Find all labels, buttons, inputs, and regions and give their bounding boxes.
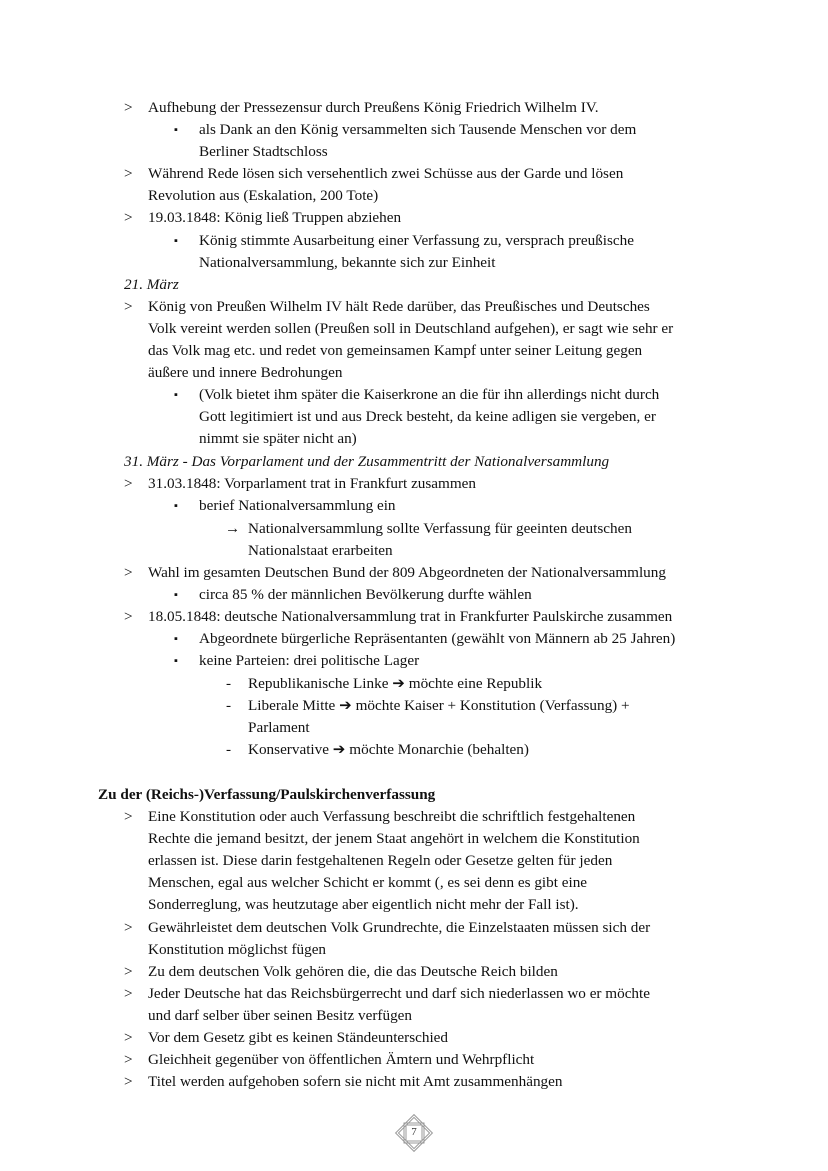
subheading-21-maerz: 21. März [124, 276, 179, 293]
text-line: Jeder Deutsche hat das Reichsbürgerrecht und darf sich niederlassen wo er möchte [148, 985, 650, 1002]
square-bullet-marker: ▪ [174, 633, 178, 645]
text-line: König stimmte Ausarbeitung einer Verfassung zu, versprach preußische [199, 232, 634, 249]
text-line: Aufhebung der Pressezensur durch Preußens König Friedrich Wilhelm IV. [148, 99, 599, 116]
text-line: als Dank an den König versammelten sich Tausende Menschen vor dem [199, 121, 637, 138]
bullet-marker: > [124, 1073, 133, 1090]
bullet-marker: > [124, 919, 133, 936]
text-line: keine Parteien: drei politische Lager [199, 652, 420, 669]
bullet-marker: > [124, 209, 133, 226]
dash-marker: - [226, 697, 232, 714]
text-line: 31.03.1848: Vorparlament trat in Frankfurt zusammen [148, 475, 477, 492]
section-heading: Zu der (Reichs-)Verfassung/Paulskirchenverfassung [98, 786, 436, 803]
square-bullet-marker: ▪ [174, 235, 178, 247]
bullet-marker: > [124, 608, 133, 625]
text-line: Abgeordnete bürgerliche Repräsentanten (gewählt von Männern ab 25 Jahren) [199, 630, 676, 647]
bullet-marker: > [124, 808, 133, 825]
text-line: Konservative ➔ möchte Monarchie (behalten) [248, 741, 529, 758]
text-line: Eine Konstitution oder auch Verfassung beschreibt die schriftlich festgehaltenen [148, 808, 636, 825]
text-line: nimmt sie später nicht an) [199, 430, 357, 447]
square-bullet-marker: ▪ [174, 124, 178, 136]
bullet-marker: > [124, 298, 133, 315]
text-line: Volk vereint werden sollen (Preußen soll in Deutschland aufgehen), er sagt wie sehr er [148, 320, 674, 337]
bullet-marker: > [124, 165, 133, 182]
text-line: König von Preußen Wilhelm IV hält Rede darüber, das Preußisches und Deutsches [148, 298, 650, 315]
text-line: circa 85 % der männlichen Bevölkerung durfte wählen [199, 586, 532, 603]
text-line: Wahl im gesamten Deutschen Bund der 809 Abgeordneten der Nationalversammlung [148, 564, 666, 581]
text-line: Sonderreglung, was heutzutage aber eigentlich nicht mehr der Fall ist). [148, 896, 579, 913]
square-bullet-marker: ▪ [174, 500, 178, 512]
text-line: erlassen ist. Diese darin festgehaltenen Regeln oder Gesetze gelten für jeden [148, 852, 613, 869]
text-line: Konstitution möglichst fügen [148, 941, 327, 958]
bullet-marker: > [124, 475, 133, 492]
bullet-marker: > [124, 1029, 133, 1046]
text-line: Menschen, egal aus welcher Schicht er kommt (, es sei denn es gibt eine [148, 874, 588, 891]
text-line: Nationalstaat erarbeiten [248, 542, 393, 559]
text-line: (Volk bietet ihm später die Kaiserkrone an die für ihn allerdings nicht durch [199, 386, 660, 403]
text-line: Rechte die jemand besitzt, der jenem Staat angehört in welchem die Konstitution [148, 830, 640, 847]
bullet-marker: > [124, 99, 133, 116]
text-line: Nationalversammlung, bekannte sich zur Einheit [199, 254, 496, 271]
text-line: Nationalversammlung sollte Verfassung für geeinten deutschen [248, 520, 632, 537]
text-line: Parlament [248, 719, 310, 736]
square-bullet-marker: ▪ [174, 389, 178, 401]
arrow-marker: → [225, 520, 241, 537]
text-line: Gewährleistet dem deutschen Volk Grundrechte, die Einzelstaaten müssen sich der [148, 919, 651, 936]
text-line: äußere und innere Bedrohungen [148, 364, 343, 381]
square-bullet-marker: ▪ [174, 589, 178, 601]
text-line: Berliner Stadtschloss [199, 143, 328, 160]
text-line: Liberale Mitte ➔ möchte Kaiser + Konstitution (Verfassung) + [248, 697, 630, 714]
text-line: Während Rede lösen sich versehentlich zwei Schüsse aus der Garde und lösen [148, 165, 624, 182]
bullet-marker: > [124, 963, 133, 980]
text-line: berief Nationalversammlung ein [199, 497, 396, 514]
text-line: Zu dem deutschen Volk gehören die, die das Deutsche Reich bilden [148, 963, 558, 980]
text-line: Revolution aus (Eskalation, 200 Tote) [148, 187, 379, 204]
bullet-marker: > [124, 564, 133, 581]
text-line: Vor dem Gesetz gibt es keinen Ständeunterschied [148, 1029, 449, 1046]
bullet-marker: > [124, 1051, 133, 1068]
square-bullet-marker: ▪ [174, 655, 178, 667]
text-line: 18.05.1848: deutsche Nationalversammlung trat in Frankfurter Paulskirche zusammen [148, 608, 673, 625]
subheading-31-maerz: 31. März - Das Vorparlament und der Zusammentritt der Nationalversammlung [124, 453, 610, 470]
dash-marker: - [226, 675, 232, 692]
page-number: 7 [411, 1126, 417, 1138]
text-line: und darf selber über seinen Besitz verfügen [148, 1007, 412, 1024]
text-line: Republikanische Linke ➔ möchte eine Republik [248, 675, 543, 692]
text-line: Gleichheit gegenüber von öffentlichen Ämtern und Wehrpflicht [148, 1051, 535, 1068]
page-number-ornament [390, 1112, 438, 1154]
text-line: Gott legitimiert ist und aus Dreck besteht, da keine adligen sie vergeben, er [199, 408, 656, 425]
dash-marker: - [226, 741, 232, 758]
bullet-marker: > [124, 985, 133, 1002]
text-line: 19.03.1848: König ließ Truppen abziehen [148, 209, 402, 226]
text-line: das Volk mag etc. und redet von gemeinsamen Kampf unter seiner Leitung gegen [148, 342, 643, 359]
text-line: Titel werden aufgehoben sofern sie nicht mit Amt zusammenhängen [148, 1073, 563, 1090]
